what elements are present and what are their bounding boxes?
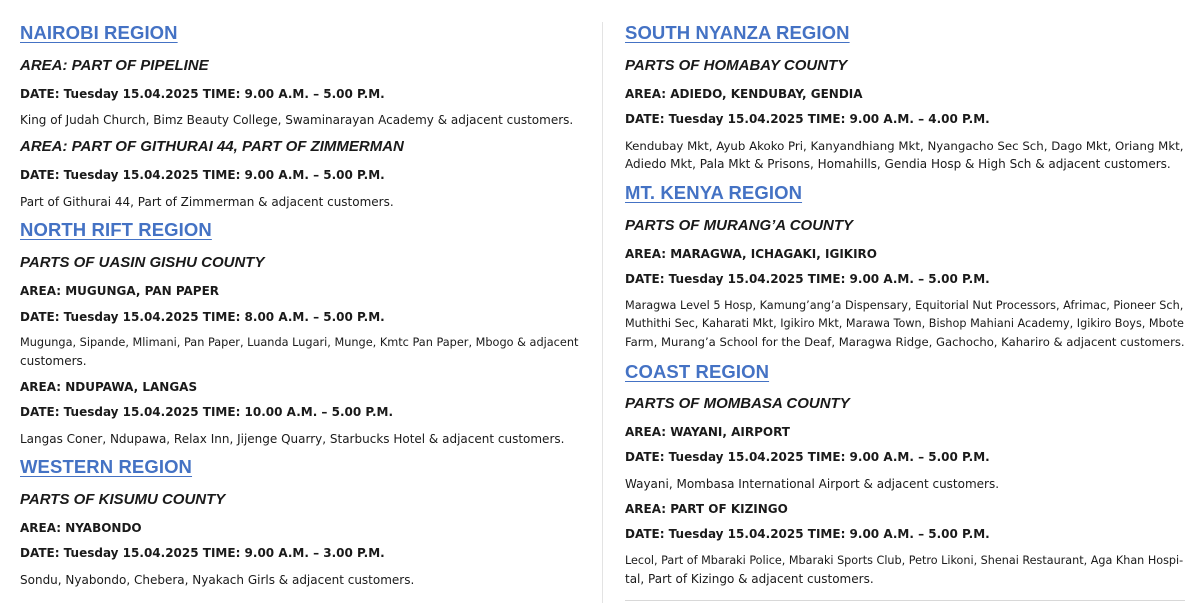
date-line: DATE: Tuesday 15.04.2025 TIME: 9.00 A.M. – 5.00 P.M. — [20, 87, 385, 101]
date-line: DATE: Tuesday 15.04.2025 TIME: 9.00 A.M. – 5.00 P.M. — [625, 450, 990, 464]
area-label: AREA: NDUPAWA, LANGAS — [20, 380, 198, 394]
area-heading-githurai: AREA: PART OF GITHURAI 44, PART OF ZIMMERMAN — [20, 138, 404, 155]
area-label: AREA: PART OF KIZINGO — [625, 502, 788, 516]
region-heading-nairobi: NAIROBI REGION — [20, 22, 178, 43]
area-label: AREA: MUGUNGA, PAN PAPER — [20, 284, 220, 298]
region-heading-western: WESTERN REGION — [20, 456, 193, 477]
affected-areas: Kendubay Mkt, Ayub Akoko Pri, Kanyandhiang Mkt, Nyangacho Sec Sch, Dago Mkt, Oriang Mkt, — [625, 139, 1184, 153]
affected-areas: Wayani, Mombasa International Airport & adjacent customers. — [625, 477, 1000, 491]
area-label: AREA: WAYANI, AIRPORT — [625, 425, 790, 439]
affected-areas: Farm, Murang’a School for the Deaf, Maragwa Ridge, Gachocho, Kahariro & adjacent customers. — [625, 335, 1185, 349]
county-heading-muranga: PARTS OF MURANG’A COUNTY — [625, 217, 854, 234]
affected-areas: Maragwa Level 5 Hosp, Kamung’ang’a Dispensary, Equitorial Nut Processors, Afrimac, Pioneer Sch, — [625, 299, 1184, 312]
date-line: DATE: Tuesday 15.04.2025 TIME: 9.00 A.M. – 5.00 P.M. — [20, 168, 385, 182]
affected-areas: King of Judah Church, Bimz Beauty College, Swaminarayan Academy & adjacent customers. — [20, 113, 574, 127]
county-heading-uasin-gishu: PARTS OF UASIN GISHU COUNTY — [20, 254, 265, 271]
area-label: AREA: NYABONDO — [20, 521, 142, 535]
area-label: AREA: ADIEDO, KENDUBAY, GENDIA — [625, 87, 863, 101]
affected-areas: Adiedo Mkt, Pala Mkt & Prisons, Homahills, Gendia Hosp & High Sch & adjacent customers. — [625, 157, 1171, 171]
affected-areas: Muthithi Sec, Kaharati Mkt, Igikiro Mkt, Marawa Town, Bishop Mahiani Academy, Igikiro Boys, Mbote — [625, 317, 1184, 330]
date-line: DATE: Tuesday 15.04.2025 TIME: 10.00 A.M. – 5.00 P.M. — [20, 405, 394, 419]
affected-areas: Sondu, Nyabondo, Chebera, Nyakach Girls & adjacent customers. — [20, 573, 415, 587]
date-line: DATE: Tuesday 15.04.2025 TIME: 9.00 A.M. – 3.00 P.M. — [20, 546, 385, 560]
region-heading-coast: COAST REGION — [625, 361, 770, 382]
date-line: DATE: Tuesday 15.04.2025 TIME: 8.00 A.M. – 5.00 P.M. — [20, 310, 385, 324]
affected-areas: Part of Githurai 44, Part of Zimmerman & adjacent customers. — [20, 195, 394, 209]
bottom-rule — [625, 600, 1185, 601]
affected-areas: Mugunga, Sipande, Mlimani, Pan Paper, Luanda Lugari, Munge, Kmtc Pan Paper, Mbogo & adjacent — [20, 336, 579, 349]
affected-areas: customers. — [20, 354, 87, 368]
region-heading-north-rift: NORTH RIFT REGION — [20, 219, 212, 240]
area-heading-pipeline: AREA: PART OF PIPELINE — [20, 57, 209, 74]
date-line: DATE: Tuesday 15.04.2025 TIME: 9.00 A.M. – 5.00 P.M. — [625, 272, 990, 286]
affected-areas: tal, Part of Kizingo & adjacent customers. — [625, 572, 874, 586]
affected-areas: Langas Coner, Ndupawa, Relax Inn, Jijenge Quarry, Starbucks Hotel & adjacent customers. — [20, 432, 565, 446]
area-label: AREA: MARAGWA, ICHAGAKI, IGIKIRO — [625, 247, 877, 261]
region-heading-mt-kenya: MT. KENYA REGION — [625, 182, 803, 203]
region-heading-south-nyanza: SOUTH NYANZA REGION — [625, 22, 850, 43]
affected-areas: Lecol, Part of Mbaraki Police, Mbaraki Sports Club, Petro Likoni, Shenai Restaurant, Aga Khan Hospi- — [625, 554, 1184, 567]
date-line: DATE: Tuesday 15.04.2025 TIME: 9.00 A.M. – 4.00 P.M. — [625, 112, 990, 126]
county-heading-mombasa: PARTS OF MOMBASA COUNTY — [625, 395, 850, 412]
county-heading-homabay: PARTS OF HOMABAY COUNTY — [625, 57, 848, 74]
date-line: DATE: Tuesday 15.04.2025 TIME: 9.00 A.M. – 5.00 P.M. — [625, 527, 990, 541]
county-heading-kisumu: PARTS OF KISUMU COUNTY — [20, 491, 226, 508]
column-divider — [602, 22, 603, 603]
